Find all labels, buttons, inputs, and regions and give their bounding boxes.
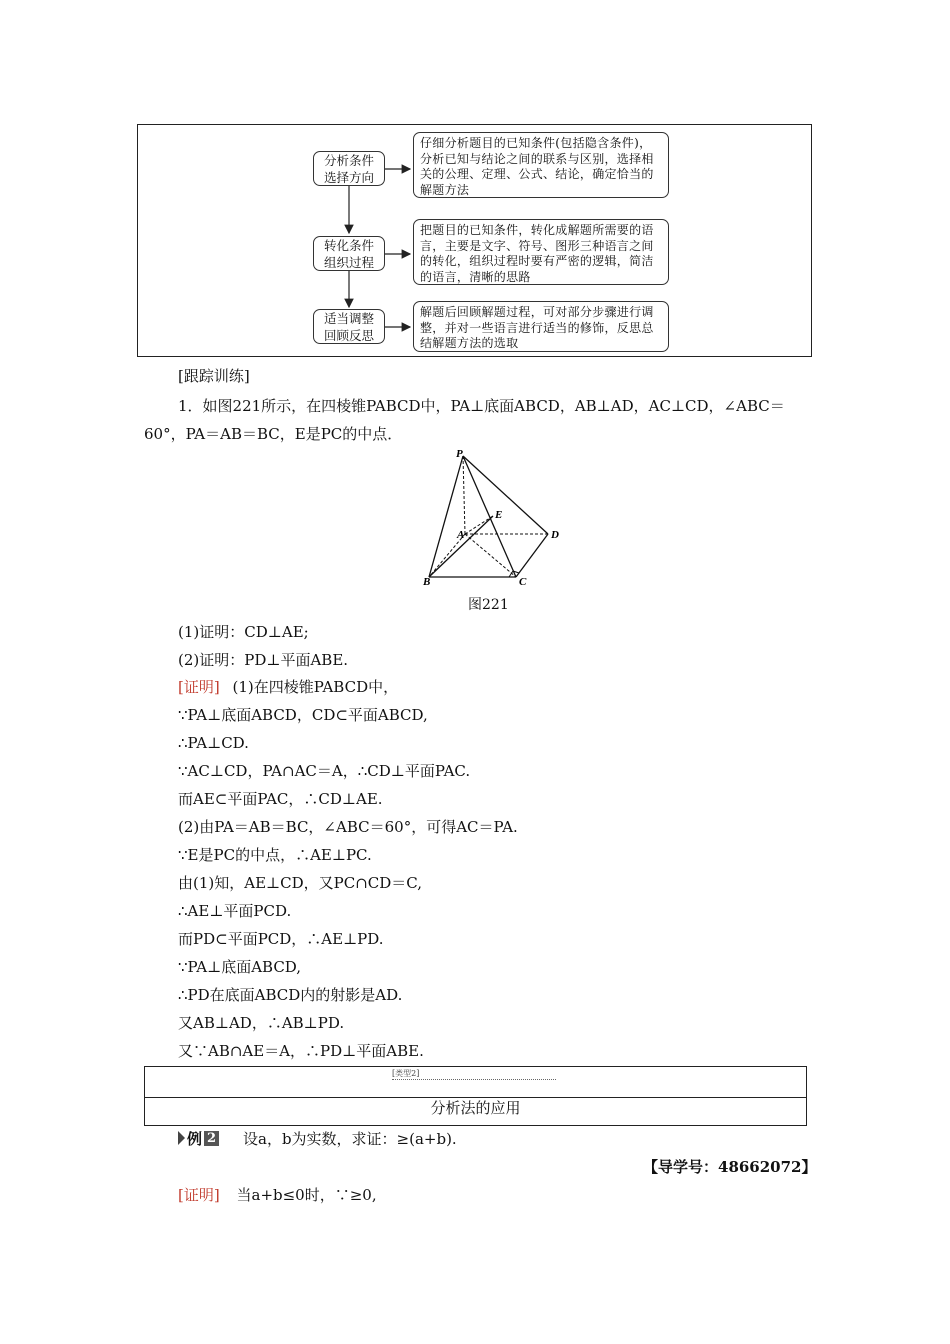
label-P: P	[456, 448, 463, 460]
example-badge	[178, 1128, 224, 1148]
proof-tag: [证明]	[178, 678, 220, 696]
example-badge-label: 例	[187, 1129, 203, 1148]
problem-line-1: 1．如图221所示，在四棱锥PABCD中，PA⊥底面ABCD，AB⊥AD，AC⊥CD，∠ABC＝	[178, 397, 785, 415]
type-title: 分析法的应用	[430, 1099, 521, 1117]
type-tag: [类型2]	[392, 1068, 556, 1080]
proof-line: ∵E是PC的中点，∴AE⊥PC.	[178, 846, 372, 864]
label-A: A	[457, 529, 465, 541]
flowchart-frame	[137, 124, 812, 357]
edge-AE	[465, 516, 493, 534]
flow-desc-2: 把题目的已知条件，转化成解题所需要的语言，主要是文字、符号、图形三种语言之间的转化，组织过程时要有严密的逻辑，简洁的语言，清晰的思路	[413, 219, 669, 285]
edge-BE	[429, 516, 493, 577]
proof-line: 而AE⊂平面PAC，∴CD⊥AE.	[178, 790, 383, 808]
proof-line: ∵AC⊥CD，PA∩AC＝A，∴CD⊥平面PAC.	[178, 762, 471, 780]
proof-first-line	[178, 677, 398, 697]
edge-PA	[463, 456, 465, 534]
example-proof-tag: [证明]	[178, 1186, 220, 1204]
guide-number: 【导学号：48662072】	[643, 1158, 817, 1176]
flow-desc-3: 解题后回顾解题过程，可对部分步骤进行调整，并对一些语言进行适当的修饰，反思总结解题方法的选取	[413, 301, 669, 352]
section-header: [跟踪训练]	[178, 367, 250, 385]
flow-step-1: 分析条件 选择方向	[313, 151, 385, 186]
proof-line: 由(1)知，AE⊥CD，又PC∩CD＝C,	[178, 874, 422, 892]
question-1: (1)证明：CD⊥AE;	[178, 623, 309, 641]
proof-line: 而PD⊂平面PCD，∴AE⊥PD.	[178, 930, 384, 948]
edge-CD	[516, 534, 548, 577]
label-D: D	[551, 529, 559, 541]
example-proof-line	[178, 1185, 377, 1205]
flow-step-2: 转化条件 组织过程	[313, 236, 385, 271]
flow-step-3: 适当调整 回顾反思	[313, 309, 385, 344]
proof-line: 又AB⊥AD，∴AB⊥PD.	[178, 1014, 345, 1032]
example-text: 设a，b为实数，求证：≥(a+b).	[243, 1130, 457, 1148]
proof-line: ∵PA⊥底面ABCD，CD⊂平面ABCD,	[178, 706, 428, 724]
edge-PD	[463, 456, 548, 534]
proof-line: ∴PD在底面ABCD内的射影是AD.	[178, 986, 403, 1004]
edge-PC	[463, 456, 516, 577]
proof-line: (2)由PA＝AB＝BC，∠ABC＝60°，可得AC＝PA.	[178, 818, 518, 836]
figure-caption: 图221	[468, 597, 509, 613]
triangle-icon	[178, 1131, 185, 1145]
flow-desc-1: 仔细分析题目的已知条件(包括隐含条件)，分析已知与结论之间的联系与区别，选择相关的公理、定理、公式、结论，确定恰当的解题方法	[413, 132, 669, 198]
pyramid-figure	[415, 446, 565, 591]
proof-line: ∴PA⊥CD.	[178, 734, 249, 752]
label-C: C	[519, 576, 527, 588]
proof-intro: (1)在四棱锥PABCD中，	[232, 678, 399, 696]
proof-line: ∵PA⊥底面ABCD,	[178, 958, 302, 976]
example-proof-text: 当a+b≤0时，∵≥0,	[236, 1186, 377, 1204]
edge-AC	[465, 534, 516, 577]
label-E: E	[495, 509, 503, 521]
question-2: (2)证明：PD⊥平面ABE.	[178, 651, 349, 669]
edge-PB	[429, 456, 463, 577]
label-B: B	[423, 576, 431, 588]
proof-line: 又∵AB∩AE＝A，∴PD⊥平面ABE.	[178, 1042, 424, 1060]
proof-line: ∴AE⊥平面PCD.	[178, 902, 292, 920]
example-number: 2	[204, 1131, 219, 1146]
problem-line-2: 60°，PA＝AB＝BC，E是PC的中点．	[144, 425, 403, 443]
